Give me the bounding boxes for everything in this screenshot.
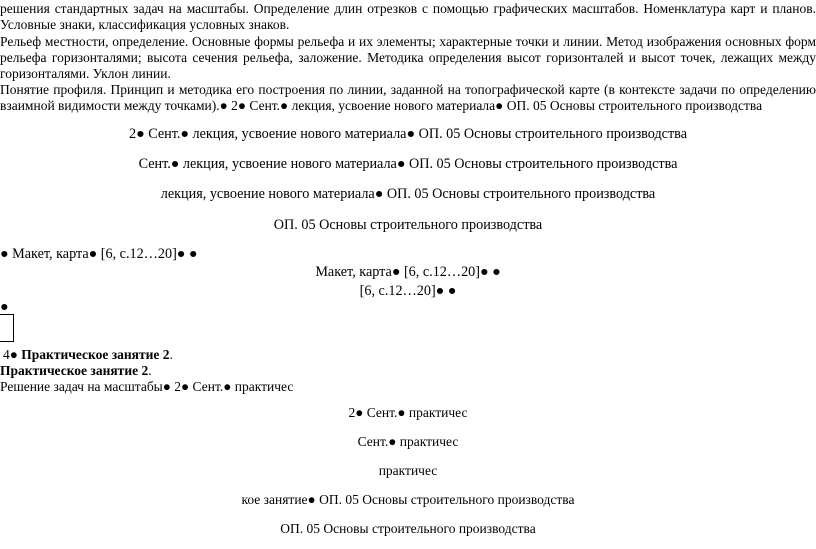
- practical-title: Практическое занятие 2: [21, 347, 170, 362]
- text-line-3: Рельеф местности, определение. Основные формы рельефа и их элементы; характерные точки и линии. Метод изображения основных форм: [0, 34, 816, 49]
- text-line-6: Понятие профиля. Принцип и методика его построения по линии, заданной на топографической карте (в контексте задачи по определению: [0, 82, 816, 97]
- cascade-line-4: ОП. 05 Основы строительного производства: [273, 217, 543, 233]
- cascade2-line-2: Сент.● практичес: [357, 434, 459, 449]
- practical-period: .: [169, 347, 173, 362]
- cascade-line-2: Сент.● лекция, усвоение нового материала● ОП. 05 Основы строительного производства: [138, 156, 678, 172]
- bullet-icon: ●: [0, 299, 9, 315]
- text-line-4: рельефа горизонталями; высота сечения рельефа, заложение. Методика определения высот горизонталей и высот точек, лежащих между: [0, 50, 816, 65]
- cascade-line-3: лекция, усвоение нового материала● ОП. 05 Основы строительного производства: [160, 186, 656, 202]
- practical-number: 4●: [3, 347, 18, 362]
- cascade2-line-4: кое занятие● ОП. 05 Основы строительного производства: [241, 492, 575, 507]
- practical-title-2: Практическое занятие 2: [0, 363, 149, 378]
- text-line-2: Условные знаки, классификация условных знаков.: [0, 17, 290, 32]
- practical-heading-line: [3, 348, 173, 362]
- practical-period-2: .: [148, 363, 152, 378]
- text-line-1: решения стандартных задач на масштабы. Определение длин отрезков с помощью графических масштабов. Номенклатура карт и планов.: [0, 1, 816, 16]
- table-cell-fragment: [0, 314, 14, 342]
- maket-center-line-2: [6, с.12…20]● ●: [359, 283, 457, 299]
- cascade2-line-3: практичес: [378, 463, 438, 478]
- maket-center-line-1: Макет, карта● [6, с.12…20]● ●: [315, 264, 501, 280]
- cascade2-line-5: ОП. 05 Основы строительного производства: [280, 521, 536, 536]
- practical-heading-line-2: [0, 364, 152, 378]
- solve-line: Решение задач на масштабы● 2● Сент.● практичес: [0, 379, 294, 394]
- cascade-line-1: 2● Сент.● лекция, усвоение нового материала● ОП. 05 Основы строительного производства: [129, 126, 687, 142]
- cascade2-line-1: 2● Сент.● практичес: [348, 405, 468, 420]
- maket-line: ● Макет, карта● [6, с.12…20]● ●: [0, 246, 198, 262]
- text-line-7: взаимной видимости между точками).● 2● Сент.● лекция, усвоение нового материала● ОП. 05 Основы строительного производства: [0, 98, 763, 113]
- text-line-5: горизонталями. Уклон линии.: [0, 66, 171, 81]
